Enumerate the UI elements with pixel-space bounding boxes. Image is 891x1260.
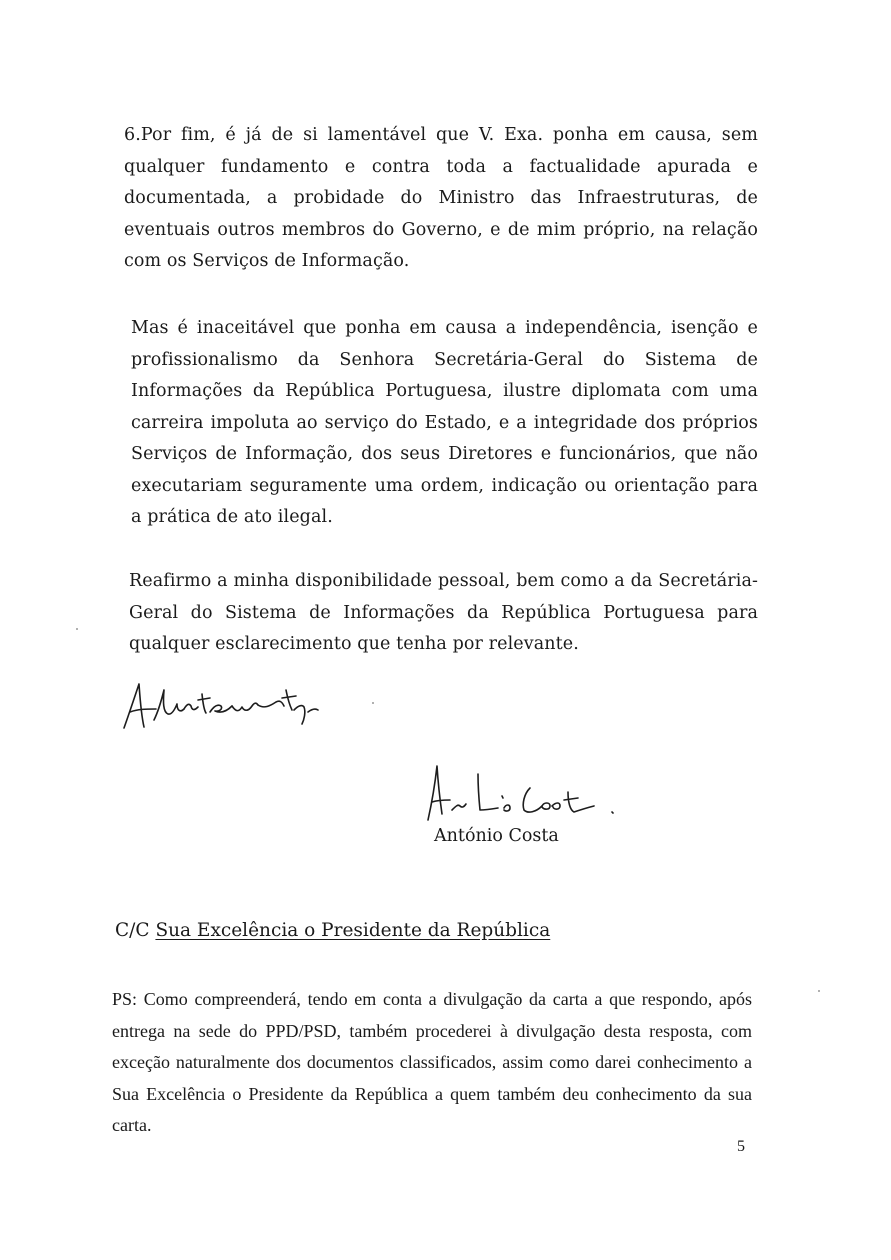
postscript: PS: Como compreenderá, tendo em conta a divulgação da carta a que respondo, após entrega na sede do PPD/PSD, também procederei à divulgação desta resposta, com exceção naturalmente dos documentos classificados, assim como darei conhecimento a Sua Excelência o Presidente da República a quem também deu conhecimento da sua carta.: [112, 989, 752, 1136]
scan-speck: [76, 628, 78, 630]
handwritten-signature: [418, 760, 628, 826]
closing-handwritten-signature: [118, 676, 328, 736]
scan-speck: [372, 702, 374, 704]
scan-speck: [818, 990, 820, 992]
cc-prefix: C/C: [115, 920, 150, 941]
cc-recipient: Sua Excelência o Presidente da República: [155, 920, 551, 941]
paragraph-6: 6.Por fim, é já de si lamentável que V. Exa. ponha em causa, sem qualquer fundamento e contra toda a factualidade apurada e documentada, a probidade do Ministro das Infraestruturas, de eventuais outros membros do Governo, e de mim próprio, na relação com os Serviços de Informação.: [124, 125, 758, 271]
paragraph-availability: Reafirmo a minha disponibilidade pessoal, bem como a da Secretária-Geral do Sistema de Informações da República Portuguesa para qualquer esclarecimento que tenha por relevante.: [129, 571, 758, 654]
signer-name: António Costa: [434, 826, 559, 846]
paragraph-integrity: Mas é inaceitável que ponha em causa a independência, isenção e profissionalismo da Senhora Secretária-Geral do Sistema de Informações da República Portuguesa, ilustre diplomata com uma carreira impoluta ao serviço do Estado, e a integridade dos próprios Serviços de Informação, dos seus Diretores e funcionários, que não executariam seguramente uma ordem, indicação ou orientação para a prática de ato ilegal.: [131, 318, 758, 527]
cc-line: [115, 918, 550, 944]
page-number: 5: [737, 1138, 745, 1155]
